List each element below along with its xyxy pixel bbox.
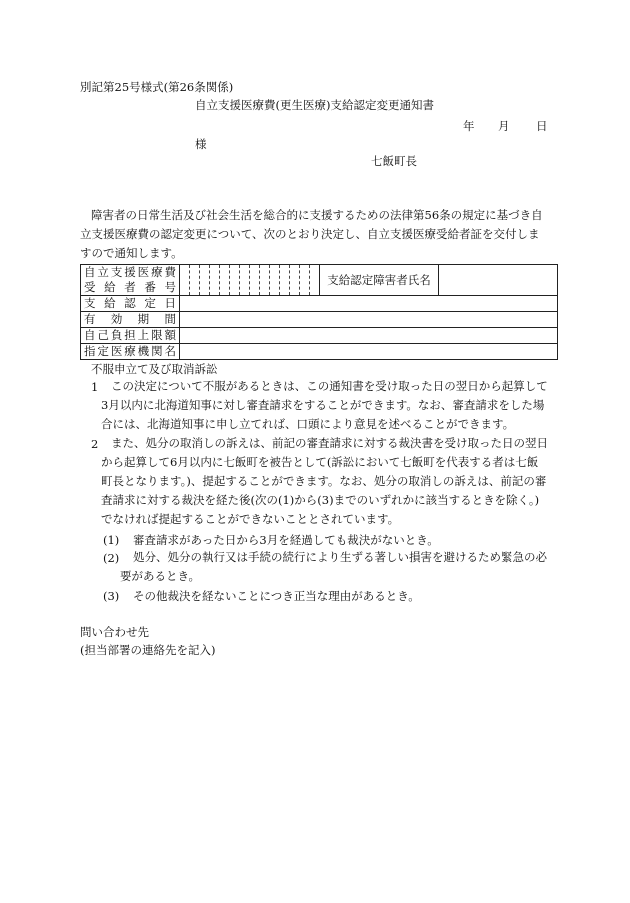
recipient-number-label	[81, 265, 180, 296]
recipient-number-digit[interactable]	[290, 265, 300, 296]
appeal-sub-1-text: 審査請求があった日から3月を経過しても裁決がないとき。	[133, 533, 439, 547]
issuer: 七飯町長	[371, 154, 417, 168]
appeal-sub-2	[120, 548, 548, 586]
patient-name-field[interactable]	[439, 265, 558, 296]
medical-institution-field[interactable]	[180, 344, 558, 360]
recipient-number-digit[interactable]	[180, 265, 190, 296]
table-row	[81, 344, 558, 360]
recipient-number-digit[interactable]	[210, 265, 220, 296]
appeal-sub-1-number: (1)	[103, 533, 120, 547]
copay-limit-label: 自己負担上限額	[81, 328, 180, 344]
recipient-number-digit[interactable]	[220, 265, 230, 296]
recipient-number-digit[interactable]	[300, 265, 310, 296]
appeal-item-1-text: この決定について不服があるときは、この通知書を受け取った日の翌日から起算して3月以内に北海道知事に対し審査請求をすることができます。なお、審査請求をした場合には、北海道知事に申し立てれば、口頭により意見を述べることができます。	[101, 379, 548, 431]
appeal-sub-2-number: (2)	[103, 551, 120, 565]
recipient-number-digit[interactable]	[240, 265, 250, 296]
certificate-table	[80, 264, 558, 360]
recipient-number-digit[interactable]	[230, 265, 240, 296]
table-row	[81, 312, 558, 328]
copay-limit-field[interactable]	[180, 328, 558, 344]
appeal-sub-3-text: その他裁決を経ないことにつき正当な理由があるとき。	[133, 589, 420, 603]
table-row	[81, 265, 558, 296]
appeal-item-2	[101, 434, 549, 529]
certification-date-label: 支給認定日	[81, 296, 180, 312]
table-row	[81, 296, 558, 312]
validity-period-field[interactable]	[180, 312, 558, 328]
table-row	[81, 328, 558, 344]
recipient-number-digit[interactable]	[250, 265, 260, 296]
recipient-number-digit[interactable]	[270, 265, 280, 296]
recipient-number-digit[interactable]	[260, 265, 270, 296]
appeal-item-1	[101, 377, 549, 434]
recipient-suffix: 様	[195, 137, 207, 151]
appeal-heading: 不服申立て及び取消訴訟	[91, 362, 218, 376]
recipient-number-digit[interactable]	[310, 265, 320, 296]
document-title: 自立支援医療費(更生医療)支給認定変更通知書	[195, 98, 434, 112]
certification-date-field[interactable]	[180, 296, 558, 312]
form-number: 別記第25号様式(第26条関係)	[80, 80, 234, 94]
medical-institution-label: 指定医療機関名	[81, 344, 180, 360]
date-day: 日	[536, 119, 548, 133]
recipient-number-digit[interactable]	[200, 265, 210, 296]
appeal-item-2-number: 2	[91, 437, 99, 451]
appeal-item-1-number: 1	[91, 380, 99, 394]
appeal-item-2-text: また、処分の取消しの訴えは、前記の審査請求に対する裁決書を受け取った日の翌日から起算して6月以内に七飯町を被告として(訴訟において七飯町を代表する者は七飯町長となります。)、提起することができます。なお、処分の取消しの訴えは、前記の審査請求に対する裁決を経た後(次の(1)から(3)までのいずれかに該当するときを除く。)でなければ提起することができないこととされています。	[101, 436, 548, 526]
patient-name-label: 支給認定障害者氏名	[320, 265, 439, 296]
date-year: 年	[463, 119, 475, 133]
recipient-number-label-line2: 受給者番号	[84, 280, 176, 294]
contact-note: (担当部署の連絡先を記入)	[80, 643, 216, 657]
date-month: 月	[498, 119, 510, 133]
appeal-sub-2-text: 処分、処分の執行又は手続の続行により生ずる著しい損害を避けるため緊急の必要があるとき。	[120, 550, 547, 583]
recipient-number-digit[interactable]	[280, 265, 290, 296]
recipient-number-label-line1: 自立支援医療費	[84, 265, 176, 279]
intro-paragraph: 障害者の日常生活及び社会生活を総合的に支援するための法律第56条の規定に基づき自立支援医療費の認定変更について、次のとおり決定し、自立支援医療受給者証を交付しますので通知します。	[80, 208, 543, 260]
contact-heading: 問い合わせ先	[80, 625, 149, 639]
recipient-number-digit[interactable]	[190, 265, 200, 296]
appeal-sub-3-number: (3)	[103, 589, 120, 603]
validity-period-label: 有効期間	[81, 312, 180, 328]
